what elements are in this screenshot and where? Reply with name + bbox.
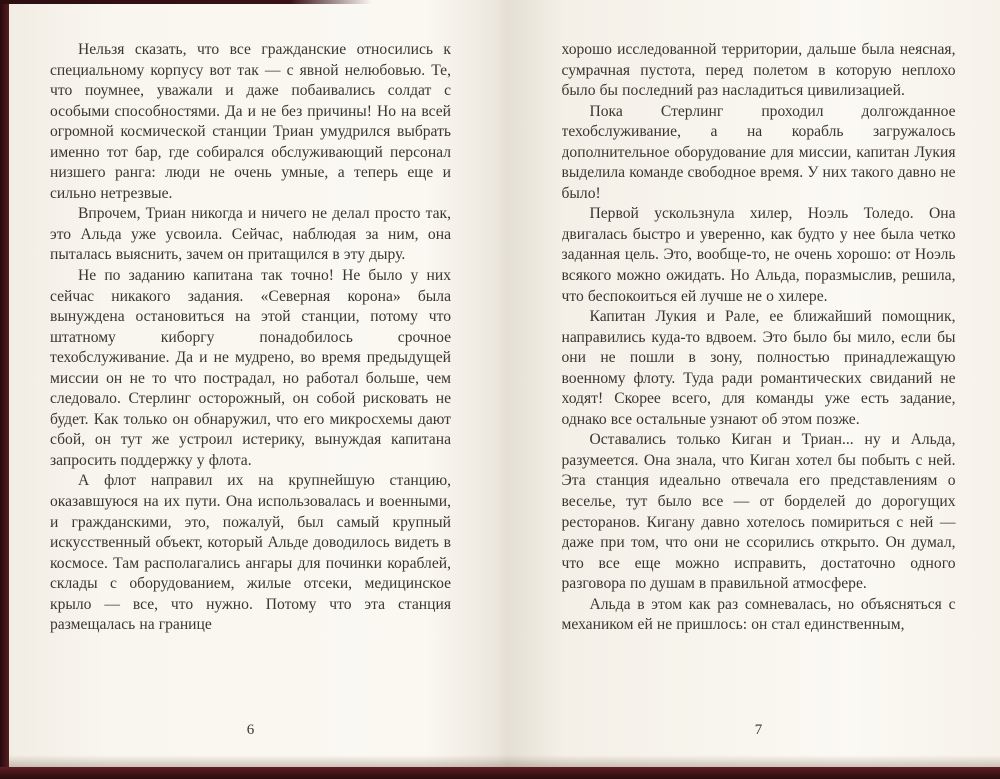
- paragraph-right-1: хорошо исследованной территории, дальше была неясная, сумрачная пустота, перед полетом в которую неплохо было бы последний раз насладиться цивилизацией.: [561, 41, 956, 100]
- page-number-right: 7: [754, 722, 763, 738]
- page-left: [9, 0, 505, 767]
- book-spread: [9, 0, 1000, 767]
- paragraph-right-4: Капитан Лукия и Рале, ее ближайший помощник, направились куда-то вдвоем. Это было бы мило, если бы они не пошли в зону, полностью принадлежащую военному флоту. Туда ради романтических свиданий не ходят! Скорее всего, для команды уже есть задание, однако все остальные узнают об этом позже.: [561, 308, 956, 428]
- paragraph-right-2: Пока Стерлинг проходил долгожданное техобслуживание, а на корабль загружалось дополнительное оборудование для миссии, капитан Лукия выделила команде свободное время. У них такого давно не было!: [561, 102, 956, 202]
- page-right: [505, 0, 1000, 767]
- paragraph-left-4: А флот направил их на крупнейшую станцию, оказавшуюся на их пути. Она использовалась и военными, и гражданскими, это, пожалуй, был самый крупный искусственный объект, который Альде доводилось видеть в космосе. Там располагались ангары для починки кораблей, склады с оборудованием, жилые отсеки, медицинское крыло — все, что нужно. Потому что эта станция размещалась на границе: [50, 472, 451, 634]
- paragraph-left-3: Не по заданию капитана так точно! Не было у них сейчас никакого задания. «Северная корона» была вынуждена остановиться на этой станции, потому что штатному киборгу понадобилось срочное техобслуживание. Да и не мудрено, во время предыдущей миссии он не то что пострадал, но работал больше, чем следовало. Стерлинг осторожный, он собой рисковать не будет. Как только он обнаружил, что его микросхемы дают сбой, он тут же устроил истерику, вынуждая капитана запросить поддержку у флота.: [50, 267, 451, 469]
- book-cover-edge-left: [0, 0, 9, 779]
- book-cover-edge-top: [0, 0, 372, 4]
- page-left-text: [50, 40, 451, 724]
- page-right-text: [562, 40, 956, 724]
- book-cover-edge-bottom: [0, 767, 1000, 779]
- paragraph-right-6: Альда в этом как раз сомневалась, но объясняться с механиком ей не пришлось: он стал единственным,: [561, 595, 956, 634]
- page-number-left: 6: [246, 722, 255, 738]
- paragraph-left-1: Нельзя сказать, что все гражданские относились к специальному корпусу вот так — с явной нелюбовью. Те, что поумнее, уважали и даже побаивались солдат с особыми способностями. Да и не без причины! Но на всей огромной космической станции Триан умудрился выбрать именно тот бар, где собирался обслуживающий персонал низшего ранга: люди не очень умные, а теперь еще и сильно нетрезвые.: [50, 41, 451, 202]
- paragraph-left-2: Впрочем, Триан никогда и ничего не делал просто так, это Альда уже усвоила. Сейчас, наблюдая за ним, она пыталась выяснить, зачем он притащился в эту дыру.: [50, 205, 451, 264]
- paragraph-right-3: Первой ускользнула хилер, Ноэль Толедо. Она двигалась быстро и уверенно, как будто у нее была четко заданная цель. Это, вообще-то, не очень хорошо: от Ноэль всякого можно ожидать. Но Альда, поразмыслив, решила, что беспокоиться ей лучше не о хилере.: [561, 205, 956, 305]
- paragraph-right-5: Оставались только Киган и Триан... ну и Альда, разумеется. Она знала, что Киган хотел бы побыть с ней. Эта станция идеально отвечала его представлениям о веселье, тут было все — от борделей до дорогущих ресторанов. Кигану давно хотелось помириться с ней — даже при том, что они не ссорились открыто. Он думал, что все еще можно исправить, достаточно одного разговора по душам в правильной атмосфере.: [561, 431, 956, 593]
